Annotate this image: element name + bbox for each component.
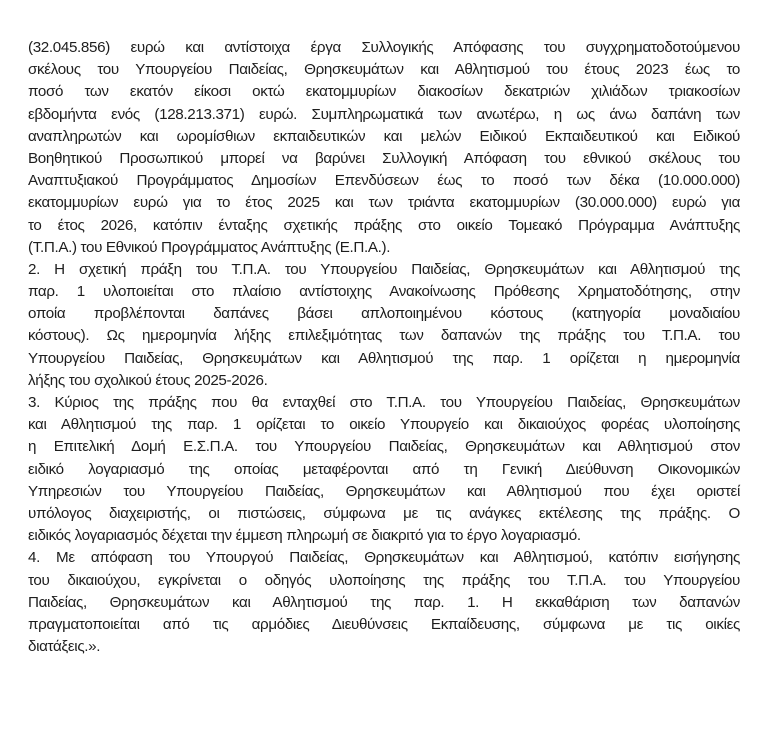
text-line: υπόλογος διαχειριστής, οι πιστώσεις, σύμφωνα με τις ανάγκες εκτέλεσης της πράξης. Ο <box>28 504 740 522</box>
text-line: του δικαιούχου, εγκρίνεται ο οδηγός υλοποίησης της πράξης του Τ.Π.Α. του Υπουργείου <box>28 571 740 589</box>
text-line: διατάξεις.». <box>28 638 101 656</box>
text-line: 3. Κύριος της πράξης που θα ενταχθεί στο Τ.Π.Α. του Υπουργείου Παιδείας, Θρησκευμάτων <box>28 394 740 411</box>
document-page <box>28 37 740 658</box>
text-line: εβδομήντα ενός (128.213.371) ευρώ. Συμπληρωματικά των ανωτέρω, η ως άνω δαπάνη των <box>28 105 740 123</box>
text-line: κόστους). Ως ημερομηνία λήξης επιλεξιμότητας των δαπανών της πράξης του Τ.Π.Α. του <box>28 327 740 345</box>
paragraph-4 <box>28 547 740 658</box>
text-line: 4. Με απόφαση του Υπουργού Παιδείας, Θρησκευμάτων και Αθλητισμού, κατόπιν εισήγησης <box>28 549 740 567</box>
paragraph-1-continued <box>28 37 740 259</box>
text-line: αναπληρωτών και ωρομίσθιων εκπαιδευτικών και μελών Ειδικού Εκπαιδευτικού και Ειδικού <box>28 127 740 145</box>
paragraph-3 <box>28 392 740 547</box>
text-line: οποία προβλέπονται δαπάνες βάσει απλοποιημένου κόστους (κατηγορία μοναδιαίου <box>28 305 740 323</box>
text-line: (32.045.856) ευρώ και αντίστοιχα έργα Συλλογικής Απόφασης του συγχρηματοδοτούμενου <box>28 39 740 56</box>
text-line: το έτος 2026, κατόπιν ένταξης σχετικής πράξης στο οικείο Τομεακό Πρόγραμμα Ανάπτυξης <box>28 216 740 234</box>
text-line: Παιδείας, Θρησκευμάτων και Αθλητισμού της παρ. 1. Η εκκαθάριση των δαπανών <box>28 593 740 611</box>
text-line: ειδικός λογαριασμός δέχεται την έμμεση πληρωμή σε διακριτό για το έργο λογαριασμό. <box>28 527 581 545</box>
text-line: ειδικό λογαριασμό της οποίας μεταφέρονται από τη Γενική Διεύθυνση Οικονομικών <box>28 460 740 478</box>
text-line: σκέλους του Υπουργείου Παιδείας, Θρησκευμάτων και Αθλητισμού του έτους 2023 έως το <box>28 61 740 79</box>
text-line: παρ. 1 υλοποιείται στο πλαίσιο αντίστοιχης Ανακοίνωσης Πρόθεσης Χρηματοδότησης, στην <box>28 283 740 301</box>
text-line: πραγματοποιείται από τις αρμόδιες Διευθύνσεις Εκπαίδευσης, σύμφωνα με τις οικίες <box>28 615 740 633</box>
text-line: 2. Η σχετική πράξη του Τ.Π.Α. του Υπουργείου Παιδείας, Θρησκευμάτων και Αθλητισμού της <box>28 260 740 278</box>
text-line: η Επιτελική Δομή Ε.Σ.Π.Α. του Υπουργείου Παιδείας, Θρησκευμάτων και Αθλητισμού στον <box>28 438 740 456</box>
text-line: και Αθλητισμού της παρ. 1 ορίζεται το οικείο Υπουργείο και δικαιούχος φορέας υλοποίησης <box>28 416 740 434</box>
text-line: Βοηθητικού Προσωπικού μπορεί να βαρύνει Συλλογική Απόφαση του εθνικού σκέλους του <box>28 149 740 167</box>
text-line: Υπηρεσιών του Υπουργείου Παιδείας, Θρησκευμάτων και Αθλητισμού που έχει οριστεί <box>28 482 740 500</box>
text-line: ποσό των εκατόν είκοσι οκτώ εκατομμυρίων διακοσίων δεκατριών χιλιάδων τριακοσίων <box>28 83 740 101</box>
text-line: Υπουργείου Παιδείας, Θρησκευμάτων και Αθλητισμού της παρ. 1 ορίζεται η ημερομηνία <box>28 349 740 367</box>
text-line: Αναπτυξιακού Προγράμματος Δημοσίων Επενδύσεων έως το ποσό των δέκα (10.000.000) <box>28 172 740 190</box>
text-line: εκατομμυρίων ευρώ για το έτος 2025 και των τριάντα εκατομμυρίων (30.000.000) ευρώ για <box>28 194 740 212</box>
text-line: (Τ.Π.Α.) του Εθνικού Προγράμματος Ανάπτυξης (Ε.Π.Α.). <box>28 238 391 256</box>
text-line: λήξης του σχολικού έτους 2025-2026. <box>28 371 268 389</box>
paragraph-2 <box>28 259 740 392</box>
